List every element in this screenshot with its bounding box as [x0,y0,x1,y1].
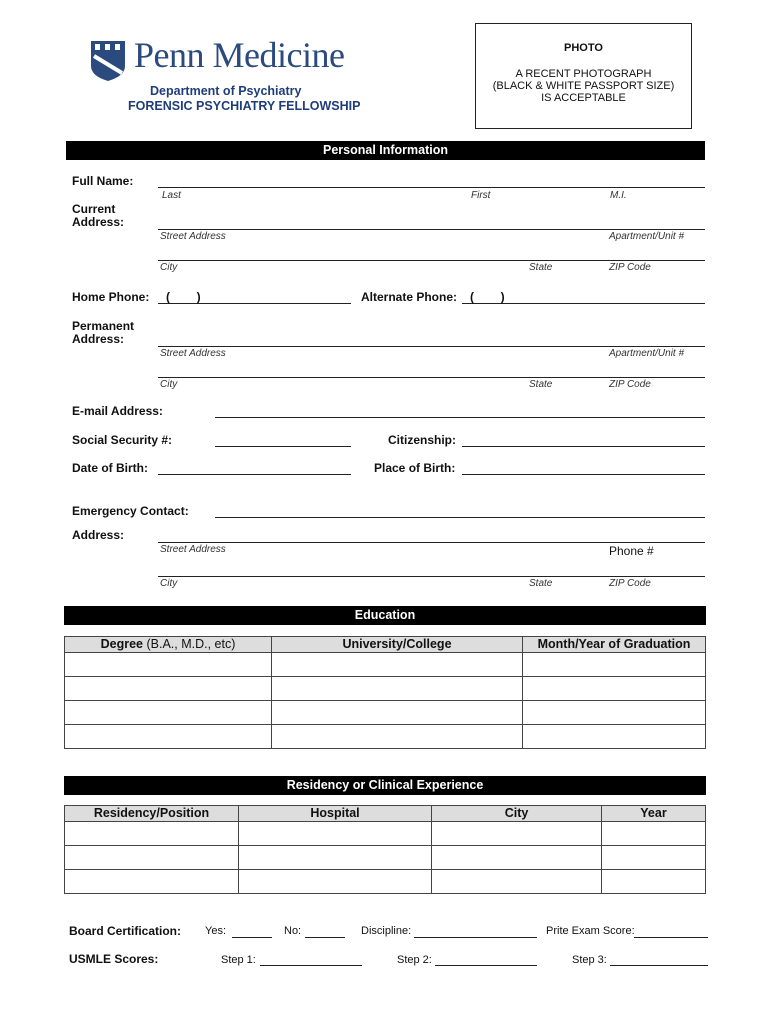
table-row [65,822,706,846]
table-cell[interactable] [65,870,239,894]
brand-name: Penn Medicine [134,35,345,75]
current-address-label-1: Current [72,202,116,216]
table-cell[interactable] [523,701,706,725]
step2-label: Step 2: [397,954,432,966]
education-header: Education [64,606,706,625]
zip-caption: ZIP Code [609,379,651,390]
emergency-address-label: Address: [72,528,125,542]
discipline-label: Discipline: [361,925,412,937]
table-row [65,725,706,749]
citizenship-field[interactable] [462,446,705,447]
table-header-row [65,806,706,822]
table-cell[interactable] [432,870,602,894]
photo-line1: A RECENT PHOTOGRAPH [515,68,652,80]
table-cell[interactable] [272,701,523,725]
apt-caption: Apartment/Unit # [609,348,685,359]
state-caption: State [529,379,553,390]
yes-label: Yes: [205,925,227,937]
street-caption: Street Address [160,544,226,555]
current-city-field[interactable] [158,260,705,261]
city-caption: City [160,262,178,273]
alt-phone-label: Alternate Phone: [361,290,458,304]
current-address-label-2: Address: [72,215,125,229]
photo-box [475,23,692,129]
table-row [65,677,706,701]
current-street-field[interactable] [158,229,705,230]
table-cell[interactable] [272,725,523,749]
table-row [65,701,706,725]
photo-title: PHOTO [564,42,603,54]
penn-shield-logo [90,40,126,82]
email-field[interactable] [215,417,705,418]
citizenship-label: Citizenship: [388,433,456,447]
full-name-field[interactable] [158,187,705,188]
residency-table [64,805,706,894]
table-cell[interactable] [65,701,272,725]
yes-field[interactable] [232,937,272,938]
step2-field[interactable] [435,965,537,966]
zip-caption: ZIP Code [609,262,651,273]
permanent-street-field[interactable] [158,346,705,347]
prite-label: Prite Exam Score: [546,925,635,937]
table-cell[interactable] [602,846,706,870]
permanent-city-field[interactable] [158,377,705,378]
first-caption: First [471,190,491,201]
table-cell[interactable] [432,822,602,846]
education-table [64,636,706,749]
dob-label: Date of Birth: [72,461,148,475]
ssn-field[interactable] [215,446,351,447]
table-cell[interactable] [602,822,706,846]
photo-line2: (BLACK & WHITE PASSPORT SIZE) [492,80,675,92]
table-cell[interactable] [65,653,272,677]
pob-field[interactable] [462,474,705,475]
program-name: FORENSIC PSYCHIATRY FELLOWSHIP [128,99,361,113]
residency-column-header: Residency/Position [65,806,239,822]
prite-field[interactable] [634,937,708,938]
zip-caption: ZIP Code [609,578,651,589]
discipline-field[interactable] [414,937,537,938]
street-caption: Street Address [160,348,226,359]
table-cell[interactable] [523,653,706,677]
street-caption: Street Address [160,231,226,242]
pob-label: Place of Birth: [374,461,456,475]
graduation-column-header: Month/Year of Graduation [523,637,706,653]
residency-header: Residency or Clinical Experience [64,776,706,795]
city-caption: City [160,379,178,390]
no-field[interactable] [305,937,345,938]
home-phone-parens: ( ) [166,290,201,304]
home-phone-label: Home Phone: [72,290,150,304]
last-caption: Last [162,190,181,201]
table-cell[interactable] [272,677,523,701]
no-label: No: [284,925,302,937]
degree-header-text: Degree [100,637,143,651]
table-row [65,653,706,677]
emergency-contact-field[interactable] [215,517,705,518]
table-cell[interactable] [65,677,272,701]
table-cell[interactable] [523,677,706,701]
city-caption: City [160,578,178,589]
phone-number-caption: Phone # [609,544,654,558]
degree-column-header [65,637,272,653]
step3-label: Step 3: [572,954,607,966]
board-certification-label: Board Certification: [69,924,182,938]
university-column-header: University/College [272,637,523,653]
mi-caption: M.I. [610,190,627,201]
table-cell[interactable] [239,846,432,870]
ssn-label: Social Security #: [72,433,173,447]
dob-field[interactable] [158,474,351,475]
state-caption: State [529,262,553,273]
alt-phone-parens: ( ) [470,290,505,304]
table-header-row [65,637,706,653]
table-row [65,870,706,894]
usmle-label: USMLE Scores: [69,952,159,966]
table-cell[interactable] [65,822,239,846]
photo-line3: IS ACCEPTABLE [541,92,626,104]
state-caption: State [529,578,553,589]
personal-info-header: Personal Information [66,141,705,160]
emergency-contact-label: Emergency Contact: [72,504,189,518]
emergency-city-field[interactable] [158,576,705,577]
step3-field[interactable] [610,965,708,966]
step1-field[interactable] [260,965,362,966]
apt-caption: Apartment/Unit # [609,231,685,242]
city-column-header: City [432,806,602,822]
table-cell[interactable] [65,846,239,870]
email-label: E-mail Address: [72,404,163,418]
table-row [65,846,706,870]
hospital-column-header: Hospital [239,806,432,822]
table-cell[interactable] [239,870,432,894]
year-column-header: Year [602,806,706,822]
table-cell[interactable] [602,870,706,894]
permanent-address-label-1: Permanent [72,319,135,333]
table-cell[interactable] [239,822,432,846]
permanent-address-label-2: Address: [72,332,125,346]
table-cell[interactable] [65,725,272,749]
degree-header-hint: (B.A., M.D., etc) [143,637,236,651]
emergency-street-field[interactable] [158,542,705,543]
full-name-label: Full Name: [72,174,134,188]
table-cell[interactable] [523,725,706,749]
step1-label: Step 1: [221,954,256,966]
table-cell[interactable] [432,846,602,870]
table-cell[interactable] [272,653,523,677]
department-name: Department of Psychiatry [150,84,302,98]
